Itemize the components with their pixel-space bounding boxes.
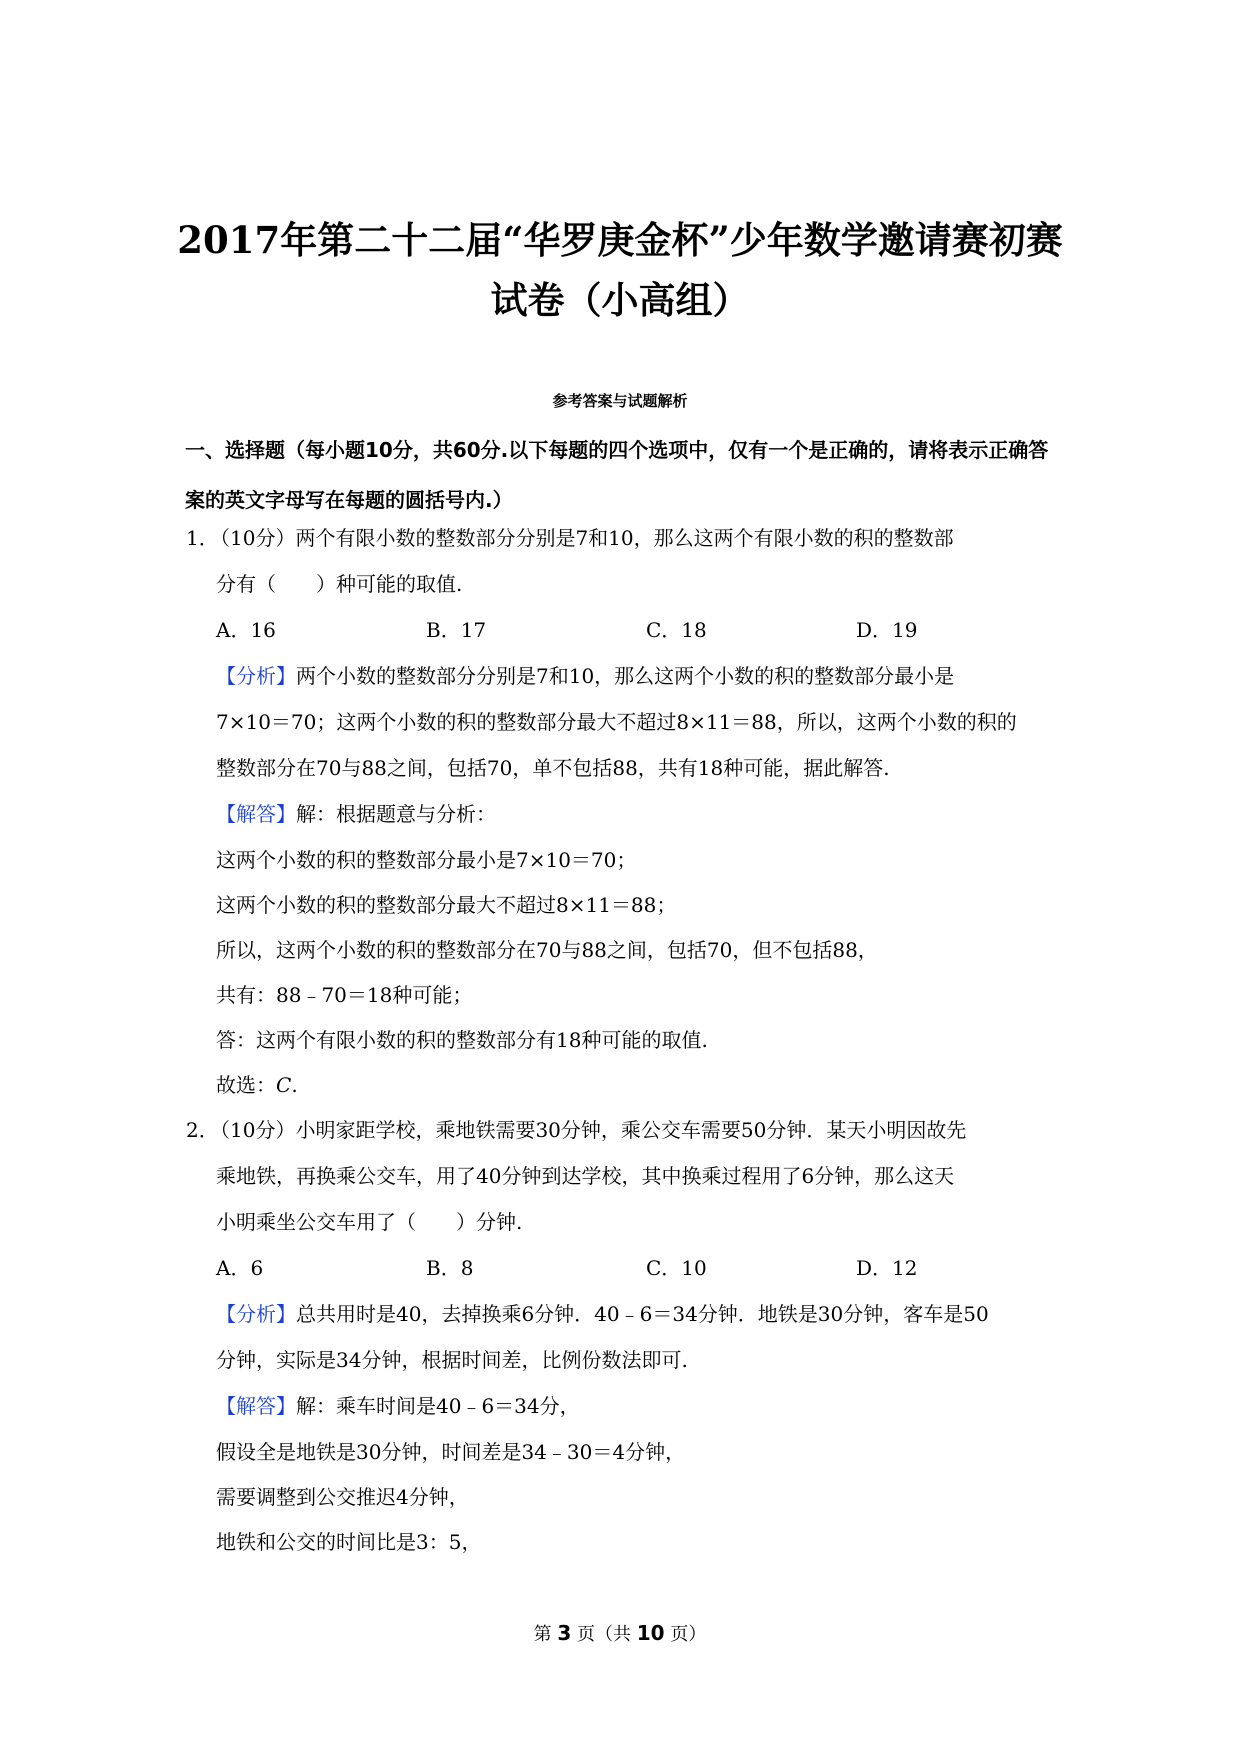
page-title-line2: 试卷（小高组） bbox=[490, 278, 750, 322]
q1-choice-letter: C bbox=[276, 1073, 292, 1097]
q1-answer-line1 bbox=[216, 804, 496, 824]
q2-answer-tag: 【解答】 bbox=[216, 1394, 296, 1418]
q2-option-c: C．10 bbox=[646, 1256, 707, 1280]
q1-answer-text: 解：根据题意与分析： bbox=[296, 802, 496, 826]
q1-option-d: D．19 bbox=[856, 618, 918, 642]
q1-answer-line5: 共有：88﹣70＝18种可能； bbox=[216, 983, 473, 1007]
footer-middle: 页（共 bbox=[571, 1624, 637, 1645]
q1-analysis-line3: 整数部分在70与88之间，包括70，单不包括88，共有18种可能，据此解答. bbox=[216, 756, 890, 780]
q1-option-a: A．16 bbox=[216, 618, 276, 642]
q1-answer-line2: 这两个小数的积的整数部分最小是7×10＝70； bbox=[216, 848, 637, 872]
q2-analysis-line2: 分钟，实际是34分钟，根据时间差，比例份数法即可. bbox=[216, 1348, 688, 1372]
footer-total-pages: 10 bbox=[636, 1621, 665, 1645]
q2-answer-text: 解：乘车时间是40﹣6＝34分， bbox=[296, 1394, 580, 1418]
q2-option-b: B．8 bbox=[426, 1256, 474, 1280]
q1-analysis-line1 bbox=[216, 666, 954, 686]
footer-page-number: 3 bbox=[557, 1621, 572, 1645]
page-title-line1: 2017年第二十二届“华罗庚金杯”少年数学邀请赛初赛 bbox=[177, 218, 1063, 262]
q1-stem-line1: （10分）两个有限小数的整数部分分别是7和10，那么这两个有限小数的积的整数部 bbox=[210, 526, 954, 550]
q1-option-c: C．18 bbox=[646, 618, 707, 642]
footer-prefix: 第 bbox=[533, 1624, 558, 1645]
q2-answer-line2: 假设全是地铁是30分钟，时间差是34﹣30＝4分钟， bbox=[216, 1440, 686, 1464]
q1-choice-suffix: . bbox=[291, 1073, 298, 1097]
q2-stem-line1: （10分）小明家距学校，乘地铁需要30分钟，乘公交车需要50分钟．某天小明因故先 bbox=[210, 1118, 967, 1142]
section-heading: 一、选择题（每小题10分，共60分.以下每题的四个选项中，仅有一个是正确的，请将表示正确答案的英文字母写在每题的圆括号内.） bbox=[185, 438, 1049, 512]
q2-option-d: D．12 bbox=[856, 1256, 918, 1280]
q2-option-a: A．6 bbox=[216, 1256, 264, 1280]
q1-number: 1． bbox=[186, 526, 219, 550]
q2-answer-line3: 需要调整到公交推迟4分钟， bbox=[216, 1485, 469, 1509]
q2-analysis-tag: 【分析】 bbox=[216, 1302, 296, 1326]
q1-analysis-line2: 7×10＝70；这两个小数的积的整数部分最大不超过8×11＝88，所以，这两个小数的积的 bbox=[216, 710, 1017, 734]
q2-analysis-line1 bbox=[216, 1304, 989, 1324]
q1-answer-line4: 所以，这两个小数的积的整数部分在70与88之间，包括70，但不包括88， bbox=[216, 938, 878, 962]
q2-stem-line2: 乘地铁，再换乘公交车，用了40分钟到达学校，其中换乘过程用了6分钟，那么这天 bbox=[216, 1164, 955, 1188]
q1-answer-line3: 这两个小数的积的整数部分最大不超过8×11＝88； bbox=[216, 893, 677, 917]
q1-analysis-text: 两个小数的整数部分分别是7和10，那么这两个小数的积的整数部分最小是 bbox=[296, 664, 955, 688]
q2-stem-line3: 小明乘坐公交车用了（ ）分钟. bbox=[216, 1210, 523, 1234]
q1-stem-line2: 分有（ ）种可能的取值. bbox=[216, 572, 463, 596]
q1-option-b: B．17 bbox=[426, 618, 487, 642]
q2-answer-line4: 地铁和公交的时间比是3：5， bbox=[216, 1530, 482, 1554]
q2-number: 2． bbox=[186, 1118, 219, 1142]
q1-answer-line6: 答：这两个有限小数的积的整数部分有18种可能的取值. bbox=[216, 1028, 708, 1052]
q2-analysis-text: 总共用时是40，去掉换乘6分钟．40﹣6＝34分钟．地铁是30分钟，客车是50 bbox=[296, 1302, 989, 1326]
page-footer bbox=[0, 1620, 1240, 1646]
page-subtitle: 参考答案与试题解析 bbox=[552, 392, 688, 410]
q1-answer-tag: 【解答】 bbox=[216, 802, 296, 826]
footer-suffix: 页） bbox=[664, 1624, 707, 1645]
q1-choice-prefix: 故选： bbox=[216, 1073, 276, 1097]
q1-choice bbox=[216, 1075, 298, 1095]
q2-answer-line1 bbox=[216, 1396, 580, 1416]
q1-analysis-tag: 【分析】 bbox=[216, 664, 296, 688]
